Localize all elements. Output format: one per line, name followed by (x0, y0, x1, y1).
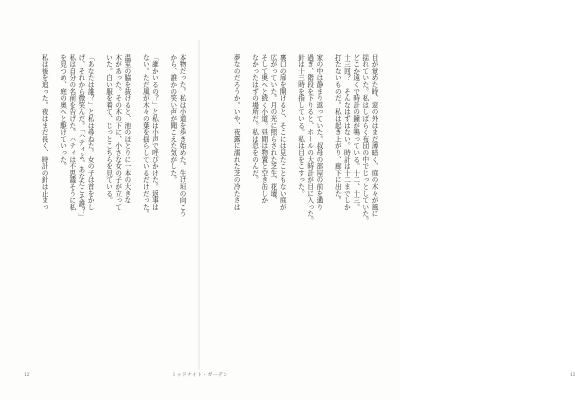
text-column (94, 54, 103, 354)
text-column (240, 54, 249, 354)
text-column: 広がっていた。月の光に照らされた芝生、花壇、 (268, 54, 277, 204)
text-column (286, 54, 295, 354)
text-column: 過ぎ、階段を下りると、ホールの大時計が目に入った。 (305, 54, 314, 224)
text-column: 裏口の扉を開けると、そこには見たこともない庭が (278, 54, 287, 211)
text-column: 揺れていた。私はしばらく布団の中でじっとしていた。 (360, 54, 369, 224)
text-column: ない。ただ風が木々の葉を揺らしているだけだった。 (141, 54, 150, 218)
running-head: ミッドナイト・ガーデン (171, 373, 229, 378)
left-page-text (24, 54, 186, 354)
text-column (131, 54, 140, 354)
text-column: 十三回？ そんなはずはない。時計は十二までしか (342, 54, 351, 211)
page-number-left: 12 (24, 372, 30, 377)
text-column: 木があった。その木の下に、小さな女の子が立って (113, 54, 122, 211)
text-column: 打たないものだ。私は起き上がり、廊下に出た。 (333, 54, 342, 204)
text-column: 「あなたは誰？」と私は尋ねた。女の子は首をかし (86, 54, 95, 211)
right-page-text (216, 54, 378, 354)
text-column: 家の中は静まり返っていた。叔母の部屋の前を通り (314, 54, 323, 211)
text-column (158, 54, 167, 354)
text-column: 夢なのだろうか。いや、夜露に濡れた芝の冷たさは (232, 54, 241, 211)
text-column: 私は自分の名前を告げた。ハティは不思議そうに私 (67, 54, 76, 211)
right-page (200, 0, 575, 400)
text-column: 「誰かいるの？」と私は小声で呼びかけた。返事は (150, 54, 159, 211)
text-column: を見つめ、庭の奥へと駆けていった。 (58, 54, 67, 170)
text-column: 温室の脇を抜けると、池のほとりに一本の大きな (122, 54, 131, 204)
text-column: そして奥へと続く小道。昼間は物置と空き缶しか (259, 54, 268, 204)
text-column (48, 54, 57, 354)
text-column (323, 54, 332, 354)
text-column: 針は十三時を指している。私は目をこすった。 (296, 54, 305, 197)
text-column: どこか遠くで時計の鐘が鳴っている。十二、十三。 (351, 54, 360, 211)
left-page (0, 0, 200, 400)
text-column: いた。白い服を着て、じっとこちらを見ている。 (104, 54, 113, 204)
text-column: 目が覚めた時、窓の外はまだ薄暗く、庭の木々が風に (370, 54, 378, 218)
text-column: げ、それから微笑んだ。「ハティよ。あなたこそ誰？」 (76, 54, 85, 221)
text-column: 本物だった。私は小道を歩き始めた。生け垣の向こう (178, 54, 186, 218)
text-column: から、誰かの笑い声が聞こえた気がした。 (168, 54, 177, 184)
page-number-right: 13 (570, 372, 575, 377)
text-column: 私は後を追った。夜はまだ長く、時計の針は止まっ (40, 54, 49, 211)
text-column: なかったはずの場所だ。私は息をのんだ。 (250, 54, 259, 184)
